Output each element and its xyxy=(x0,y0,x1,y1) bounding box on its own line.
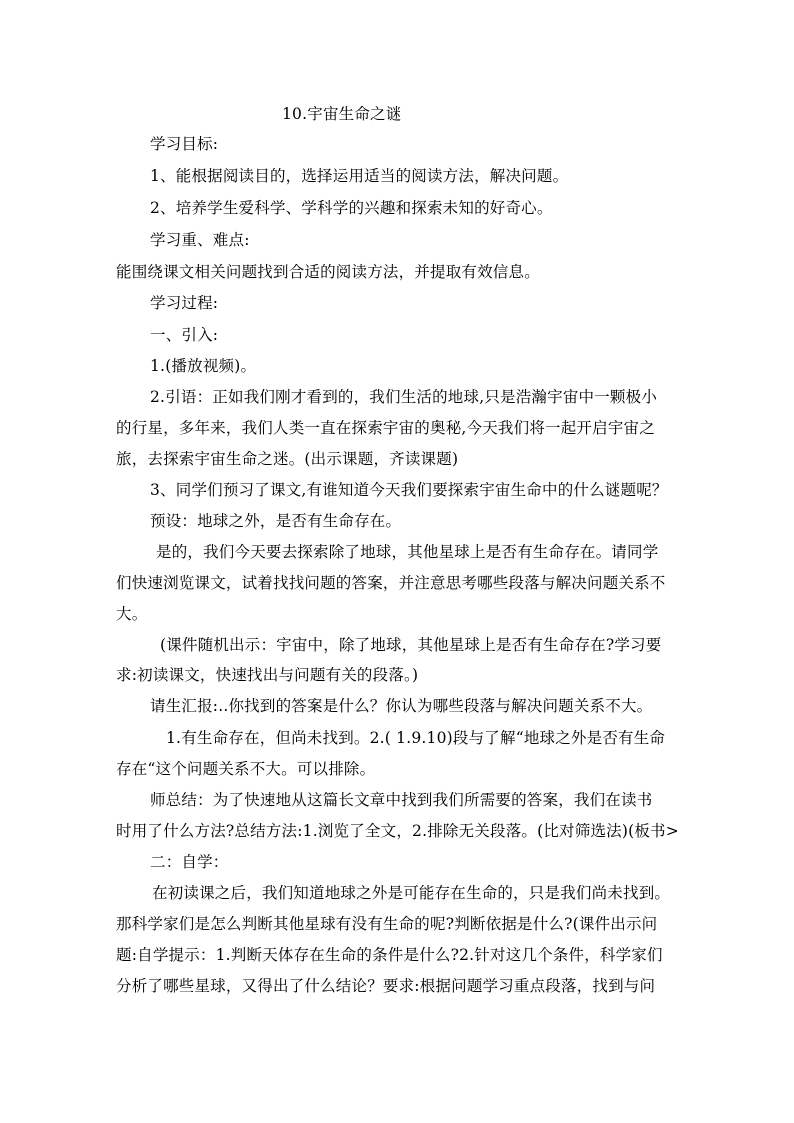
line-step-2-c: 旅，去探索宇宙生命之迷。(出示课题，齐读课题) xyxy=(116,450,459,468)
line-section-1-heading: 一、引入: xyxy=(150,326,219,344)
line-courseware-a: (课件随机出示：宇宙中，除了地球，其他星球上是否有生命存在?学习要 xyxy=(160,636,662,654)
line-para-yes-a: 是的，我们今天要去探索除了地球，其他星球上是否有生命存在。请同学 xyxy=(156,543,659,561)
line-step-3: 3、同学们预习了课文,有谁知道今天我们要探索宇宙生命中的什么谜题呢？ xyxy=(150,481,668,499)
line-process-heading: 学习过程: xyxy=(150,294,219,312)
line-section-2-heading: 二：自学： xyxy=(150,853,229,871)
line-answer-a: 1.有生命存在，但尚未找到。2.( 1.9.10)段与了解“地球之外是否有生命 xyxy=(166,729,666,747)
line-selfstudy-c: 题:自学提示：1.判断天体存在生命的条件是什么?2.针对这几个条件，科学家们 xyxy=(116,946,663,964)
line-report: 请生汇报:..你找到的答案是什么？你认为哪些段落与解决问题关系不大。 xyxy=(150,697,653,715)
line-summary-a: 师总结：为了快速地从这篇长文章中找到我们所需要的答案，我们在读书 xyxy=(150,791,653,809)
line-para-yes-b: 们快速浏览课文，试着找找问题的答案，并注意思考哪些段落与解决问题关系不 xyxy=(116,574,666,592)
line-selfstudy-a: 在初读课之后，我们知道地球之外是可能存在生命的，只是我们尚未找到。 xyxy=(152,884,671,902)
document-title: 10.宇宙生命之谜 xyxy=(282,105,402,123)
line-selfstudy-d: 分析了哪些星球，又得出了什么结论？要求:根据问题学习重点段落，找到与问 xyxy=(116,977,656,995)
line-objective-2: 2、培养学生爱科学、学科学的兴趣和探索未知的好奇心。 xyxy=(150,199,553,217)
line-objective-1: 1、能根据阅读目的，选择运用适当的阅读方法，解决问题。 xyxy=(150,167,569,185)
line-step-1: 1.(播放视频)。 xyxy=(150,357,257,375)
line-summary-b: 时用了什么方法?总结方法:1.浏览了全文，2.排除无关段落。(比对筛选法)(板书> xyxy=(116,822,679,840)
line-preset: 预设：地球之外，是否有生命存在。 xyxy=(150,512,402,530)
line-objectives-heading: 学习目标: xyxy=(150,135,219,153)
line-step-2-b: 的行星，多年来，我们人类一直在探索宇宙的奥秘,今天我们将一起开启宇宙之 xyxy=(116,419,655,437)
line-keypoints-text: 能围绕课文相关问题找到合适的阅读方法，并提取有效信息。 xyxy=(116,263,540,281)
line-answer-b: 存在“这个问题关系不大。可以排除。 xyxy=(116,760,376,778)
line-para-yes-c: 大。 xyxy=(116,605,148,623)
line-keypoints-heading: 学习重、难点: xyxy=(150,231,250,249)
line-step-2-a: 2.引语：正如我们刚才看到的，我们生活的地球,只是浩瀚宇宙中一颗极小 xyxy=(150,388,658,406)
line-courseware-b: 求:初读课文，快速找出与问题有关的段落。) xyxy=(116,666,419,684)
line-selfstudy-b: 那科学家们是怎么判断其他星球有没有生命的呢?判断依据是什么?(课件出示问 xyxy=(116,915,658,933)
